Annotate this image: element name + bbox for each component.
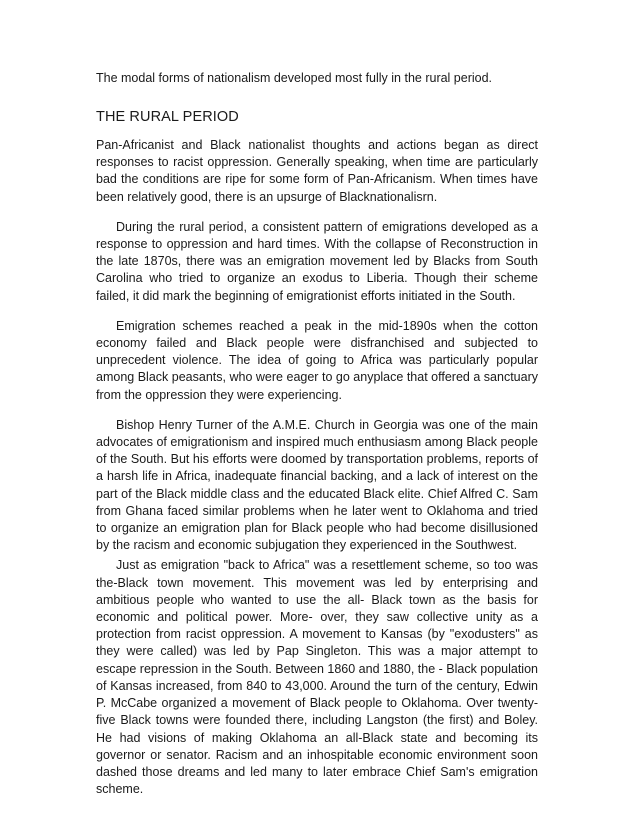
intro-sentence: The modal forms of nationalism developed most fully in the rural period. xyxy=(96,71,493,85)
paragraph-5: Just as emigration "back to Africa" was a resettlement scheme, so too was the-Black town movement. This movement was led by enterprising and ambitious people who wanted to use the all- Black town as the basis for economic and political power. More- over, they saw collective unity as a protection from racist oppression. A movement to Kansas (by "exodusters" as they were called) was led by Pap Singleton. This was a major attempt to escape repression in the South. Between 1860 and 1880, the - Black population of Kansas increased, from 840 to 43,000. Around the turn of the century, Edwin P. McCabe organized a movement of Black people to Oklahoma. Over twenty-five Black towns were founded there, including Langston (the first) and Boley. He had visions of making Oklahoma an all-Black state and becoming its governor or senator. Racism and an inhospitable economic environment soon dashed those dreams and led many to later embrace Chief Sam's emigration scheme. xyxy=(96,558,538,797)
section-heading: THE RURAL PERIOD xyxy=(96,109,239,125)
paragraph-1: Pan-Africanist and Black nationalist thoughts and actions began as direct responses to racist oppression. Generally speaking, when time are particularly bad the conditions are ripe for some form of Pan-Africanism. When times have been relatively good, there is an upsurge of Blacknationalisrn. xyxy=(96,138,538,204)
paragraph-4: Bishop Henry Turner of the A.M.E. Church in Georgia was one of the main advocates of emigrationism and inspired much enthusiasm among Black people of the South. But his efforts were doomed by transportation problems, reports of a harsh life in Africa, inadequate financial backing, and a lack of interest on the part of the Black middle class and the educated Black elite. Chief Alfred C. Sam from Ghana faced similar problems when he later went to Oklahoma and tried to organize an emigration plan for Black people who had become disillusioned by the racism and economic subjugation they experienced in the Southwest. xyxy=(96,417,538,553)
paragraph-3: Emigration schemes reached a peak in the mid-1890s when the cotton economy failed and Black people were disfranchised and subjected to unprecedent violence. The idea of going to Africa was particularly popular among Black peasants, who were eager to go anyplace that offered a sanctuary from the oppression they were experiencing. xyxy=(96,318,538,402)
paragraph-2: During the rural period, a consistent pattern of emigrations developed as a response to oppression and hard times. With the collapse of Reconstruction in the late 1870s, there was an emigration movement led by Blacks from South Carolina who tried to organize an exodus to Liberia. Though their scheme failed, it did mark the beginning of emigrationist efforts initiated in the South. xyxy=(96,219,538,303)
document-page xyxy=(96,70,538,798)
